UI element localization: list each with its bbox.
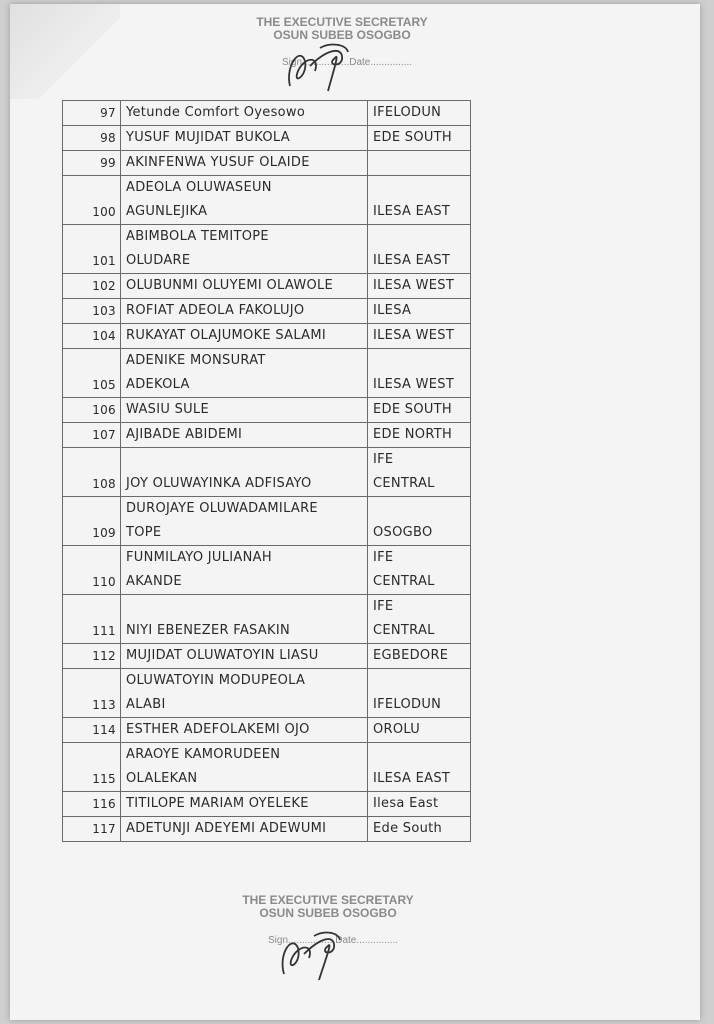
table-row <box>63 743 471 792</box>
staff-name-line: OLUBUNMI OLUYEMI OLAWOLE <box>126 278 334 293</box>
table-row <box>63 299 471 324</box>
table-row <box>63 817 471 842</box>
lga <box>368 644 471 669</box>
stamp-bottom-line1: THE EXECUTIVE SECRETARY <box>242 893 414 907</box>
staff-name-line: TITILOPE MARIAM OYELEKE <box>126 796 309 811</box>
row-number: 107 <box>63 423 121 448</box>
signature-bottom <box>272 922 352 984</box>
lga-line: ILESA WEST <box>373 328 455 343</box>
staff-name-line: RUKAYAT OLAJUMOKE SALAMI <box>126 328 327 343</box>
stamp-top-line2: OSUN SUBEB OSOGBO <box>273 28 411 42</box>
signature-top <box>280 36 360 96</box>
row-number: 117 <box>63 817 121 842</box>
table-row <box>63 644 471 669</box>
staff-name <box>121 644 368 669</box>
lga-line: EDE SOUTH <box>373 130 452 145</box>
staff-name-line: Yetunde Comfort Oyesowo <box>126 105 306 120</box>
staff-name-line: WASIU SULE <box>126 402 209 417</box>
table-row <box>63 448 471 497</box>
lga-line: OSOGBO <box>373 525 433 540</box>
lga <box>368 151 471 176</box>
staff-name-line: ADENIKE MONSURAT <box>126 353 266 368</box>
staff-name <box>121 817 368 842</box>
staff-name <box>121 595 368 644</box>
staff-name <box>121 669 368 718</box>
row-number: 104 <box>63 324 121 349</box>
table-row <box>63 225 471 274</box>
row-number: 116 <box>63 792 121 817</box>
staff-name <box>121 398 368 423</box>
staff-name-line: AKINFENWA YUSUF OLAIDE <box>126 155 310 170</box>
lga-line: ILESA EAST <box>373 204 451 219</box>
staff-name <box>121 497 368 546</box>
lga-line: CENTRAL <box>373 623 435 638</box>
table-row <box>63 792 471 817</box>
lga-line: IFE <box>373 599 394 614</box>
lga-line: EGBEDORE <box>373 648 449 663</box>
row-number: 108 <box>63 448 121 497</box>
staff-name-line: OLUDARE <box>126 253 191 268</box>
row-number: 101 <box>63 225 121 274</box>
lga <box>368 595 471 644</box>
staff-name <box>121 448 368 497</box>
row-number: 112 <box>63 644 121 669</box>
table-row <box>63 423 471 448</box>
staff-name-line: FUNMILAYO JULIANAH <box>126 550 272 565</box>
staff-name <box>121 126 368 151</box>
staff-name-line: ARAOYE KAMORUDEEN <box>126 747 281 762</box>
lga <box>368 398 471 423</box>
staff-name-line: ADEOLA OLUWASEUN <box>126 180 272 195</box>
row-number: 102 <box>63 274 121 299</box>
table-row <box>63 176 471 225</box>
staff-name-line: DUROJAYE OLUWADAMILARE <box>126 501 318 516</box>
lga-line: EDE SOUTH <box>373 402 452 417</box>
lga-line: ILESA EAST <box>373 253 451 268</box>
staff-name-line: ABIMBOLA TEMITOPE <box>126 229 269 244</box>
staff-name <box>121 274 368 299</box>
staff-name <box>121 546 368 595</box>
staff-name <box>121 792 368 817</box>
row-number: 109 <box>63 497 121 546</box>
lga <box>368 743 471 792</box>
stamp-top-sign-label: Sign.................Date............... <box>282 57 413 68</box>
staff-name <box>121 101 368 126</box>
lga-line <box>373 151 465 175</box>
row-number: 99 <box>63 151 121 176</box>
lga <box>368 225 471 274</box>
stamp-bottom-line2: OSUN SUBEB OSOGBO <box>259 906 397 920</box>
lga-line: ILESA WEST <box>373 278 455 293</box>
row-number: 111 <box>63 595 121 644</box>
lga <box>368 349 471 398</box>
stamp-bottom-sign-label: Sign.................Date............... <box>268 935 399 946</box>
lga <box>368 101 471 126</box>
row-number: 115 <box>63 743 121 792</box>
lga-line: Ilesa East <box>373 796 439 811</box>
lga <box>368 274 471 299</box>
lga-line: IFELODUN <box>373 697 442 712</box>
staff-name-line: AGUNLEJIKA <box>126 204 208 219</box>
lga-line: CENTRAL <box>373 476 435 491</box>
staff-name <box>121 299 368 324</box>
lga-line: EDE NORTH <box>373 427 453 442</box>
staff-name <box>121 423 368 448</box>
staff-name-line: TOPE <box>126 525 162 540</box>
staff-name-line: ROFIAT ADEOLA FAKOLUJO <box>126 303 305 318</box>
lga-line: Ede South <box>373 821 443 836</box>
row-number: 105 <box>63 349 121 398</box>
table-row <box>63 595 471 644</box>
staff-name-line: YUSUF MUJIDAT BUKOLA <box>126 130 290 145</box>
row-number: 110 <box>63 546 121 595</box>
staff-name-line: OLALEKAN <box>126 771 198 786</box>
lga <box>368 669 471 718</box>
row-number: 98 <box>63 126 121 151</box>
table-row <box>63 398 471 423</box>
table-row <box>63 101 471 126</box>
lga-line: IFE <box>373 452 394 467</box>
staff-name-line: ADEKOLA <box>126 377 190 392</box>
staff-name-line: NIYI EBENEZER FASAKIN <box>126 623 290 638</box>
table-row <box>63 546 471 595</box>
lga <box>368 324 471 349</box>
staff-name <box>121 225 368 274</box>
lga <box>368 448 471 497</box>
lga <box>368 497 471 546</box>
staff-name-line: ADETUNJI ADEYEMI ADEWUMI <box>126 821 327 836</box>
table-row <box>63 274 471 299</box>
stamp-top-line1: THE EXECUTIVE SECRETARY <box>256 15 428 29</box>
staff-name <box>121 151 368 176</box>
lga <box>368 718 471 743</box>
row-number: 113 <box>63 669 121 718</box>
lga <box>368 126 471 151</box>
staff-name-line: ALABI <box>126 697 166 712</box>
staff-name <box>121 324 368 349</box>
lga-line: IFE <box>373 550 394 565</box>
row-number: 103 <box>63 299 121 324</box>
row-number: 106 <box>63 398 121 423</box>
lga <box>368 176 471 225</box>
staff-name-line: AJIBADE ABIDEMI <box>126 427 243 442</box>
row-number: 114 <box>63 718 121 743</box>
staff-name <box>121 743 368 792</box>
staff-name <box>121 176 368 225</box>
row-number: 100 <box>63 176 121 225</box>
folded-corner <box>10 4 120 99</box>
staff-name-line: OLUWATOYIN MODUPEOLA <box>126 673 306 688</box>
staff-name <box>121 718 368 743</box>
staff-name-line: JOY OLUWAYINKA ADFISAYO <box>126 476 312 491</box>
lga-line: CENTRAL <box>373 574 435 589</box>
lga <box>368 817 471 842</box>
table-row <box>63 349 471 398</box>
table-row <box>63 324 471 349</box>
table-row <box>63 669 471 718</box>
staff-name-line: MUJIDAT OLUWATOYIN LIASU <box>126 648 319 663</box>
lga <box>368 299 471 324</box>
staff-name <box>121 349 368 398</box>
lga-line: OROLU <box>373 722 421 737</box>
lga <box>368 423 471 448</box>
row-number: 97 <box>63 101 121 126</box>
lga-line: ILESA <box>373 303 412 318</box>
lga <box>368 792 471 817</box>
lga <box>368 546 471 595</box>
staff-table <box>62 100 471 842</box>
table-row <box>63 151 471 176</box>
lga-line: IFELODUN <box>373 105 442 120</box>
staff-name-line: ESTHER ADEFOLAKEMI OJO <box>126 722 310 737</box>
table-row <box>63 718 471 743</box>
table-row <box>63 126 471 151</box>
table-row <box>63 497 471 546</box>
lga-line: ILESA WEST <box>373 377 455 392</box>
lga-line: ILESA EAST <box>373 771 451 786</box>
staff-name-line: AKANDE <box>126 574 182 589</box>
